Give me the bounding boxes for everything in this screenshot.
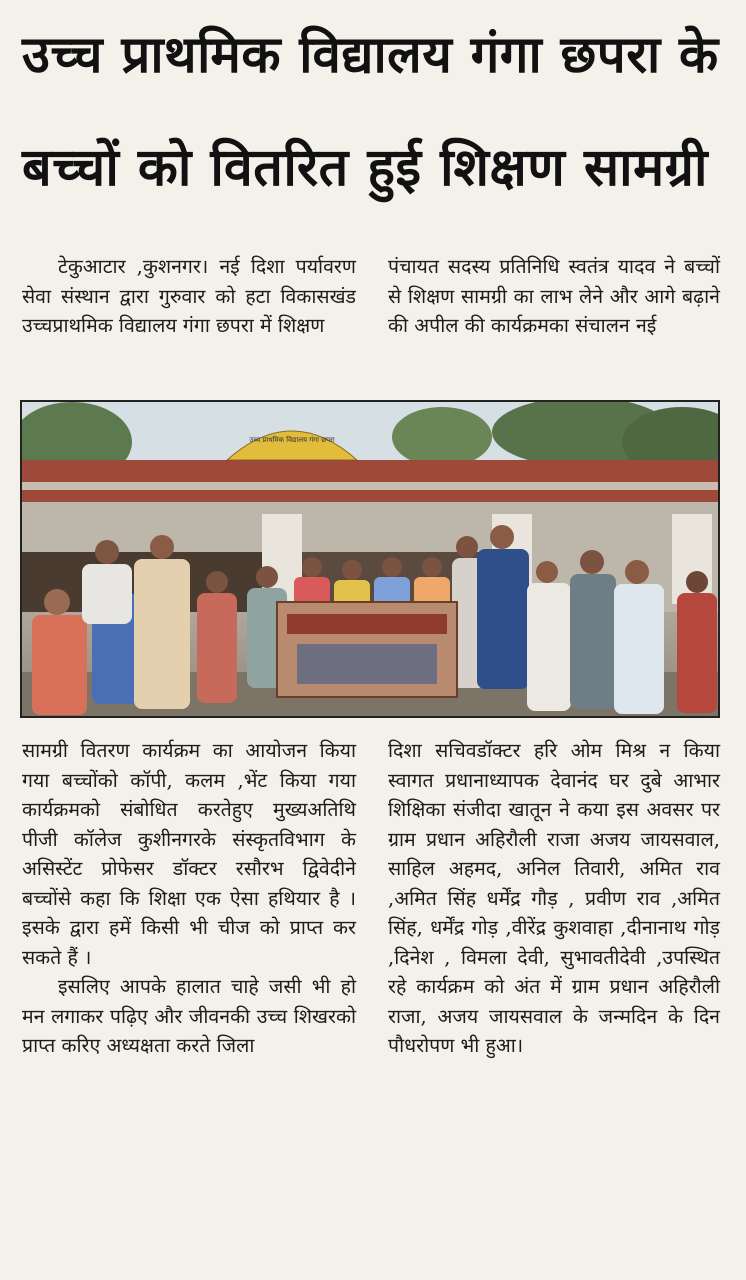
article-column-2 bbox=[388, 252, 720, 341]
school-sign-text: उच्च प्राथमिक विद्यालय गंगा छपरा bbox=[249, 436, 335, 444]
article-column-4 bbox=[388, 736, 720, 1061]
column-3-paragraph-2: इसलिए आपके हालात चाहे जसी भी हो मन लगाकर पढ़िए और जीवनकी उच्च शिखरको प्राप्त करिए अध्यक्षता करते जिला bbox=[22, 975, 356, 1057]
column-2-text: पंचायत सदस्य प्रतिनिधि स्वतंत्र यादव ने बच्चों से शिक्षण सामग्री का लाभ लेने और आगे बढ़ाने की अपील की कार्यक्रमका संचालन नई bbox=[388, 255, 720, 337]
headline-line-1: उच्च प्राथमिक विद्यालय गंगा छपरा के bbox=[22, 26, 719, 85]
headline-line-2: बच्चों को वितरित हुई शिक्षण सामग्री bbox=[22, 138, 708, 198]
column-3-paragraph-1: सामग्री वितरण कार्यक्रम का आयोजन किया गया बच्चोंको कॉपी, कलम ,भेंट किया गया कार्यक्रमको संबोधित करतेहुए मुख्यअतिथि पीजी कॉलेज कुशीनगरके संस्कृतविभाग के असिस्टेंट प्रोफेसर डॉक्टर रसौरभ द्विवेदीने बच्चोंसे कहा कि शिक्षा एक ऐसा हथियार है । इसके द्वारा हमें किसी भी चीज को प्राप्त कर सकते हैं । bbox=[22, 739, 356, 969]
news-photo bbox=[20, 400, 720, 718]
column-1-text: टेकुआटार ,कुशनगर। नई दिशा पर्यावरण सेवा संस्थान द्वारा गुरुवार को हटा विकासखंड उच्चप्राथमिक विद्यालय गंगा छपरा में शिक्षण bbox=[22, 255, 356, 337]
article-column-1 bbox=[22, 252, 356, 341]
column-4-text: दिशा सचिवडॉक्टर हरि ओम मिश्र न किया स्वागत प्रधानाध्यापक देवानंद घर दुबे आभार शिक्षिका संजीदा खातून ने कया इस अवसर पर ग्राम प्रधान अहिरौली राजा अजय जायसवाल, साहिल अहमद, अनिल तिवारी, अमित राव ,अमित सिंह धर्मेंद्र गौड़ , प्रवीण राव ,अमित सिंह, धर्मेंद्र गोड़ ,वीरेंद्र कुशवाहा ,दीनानाथ गोड़ ,दिनेश , विमला देवी, सुभावतीदेवी ,उपस्थित रहे कार्यक्रम को अंत में ग्राम प्रधान अहिरौली राजा, अजय जायसवाल के जन्मदिन के दिन पौधरोपण भी हुआ। bbox=[388, 739, 720, 1057]
article-column-3 bbox=[22, 736, 356, 1061]
group-photo-illustration bbox=[22, 402, 718, 716]
